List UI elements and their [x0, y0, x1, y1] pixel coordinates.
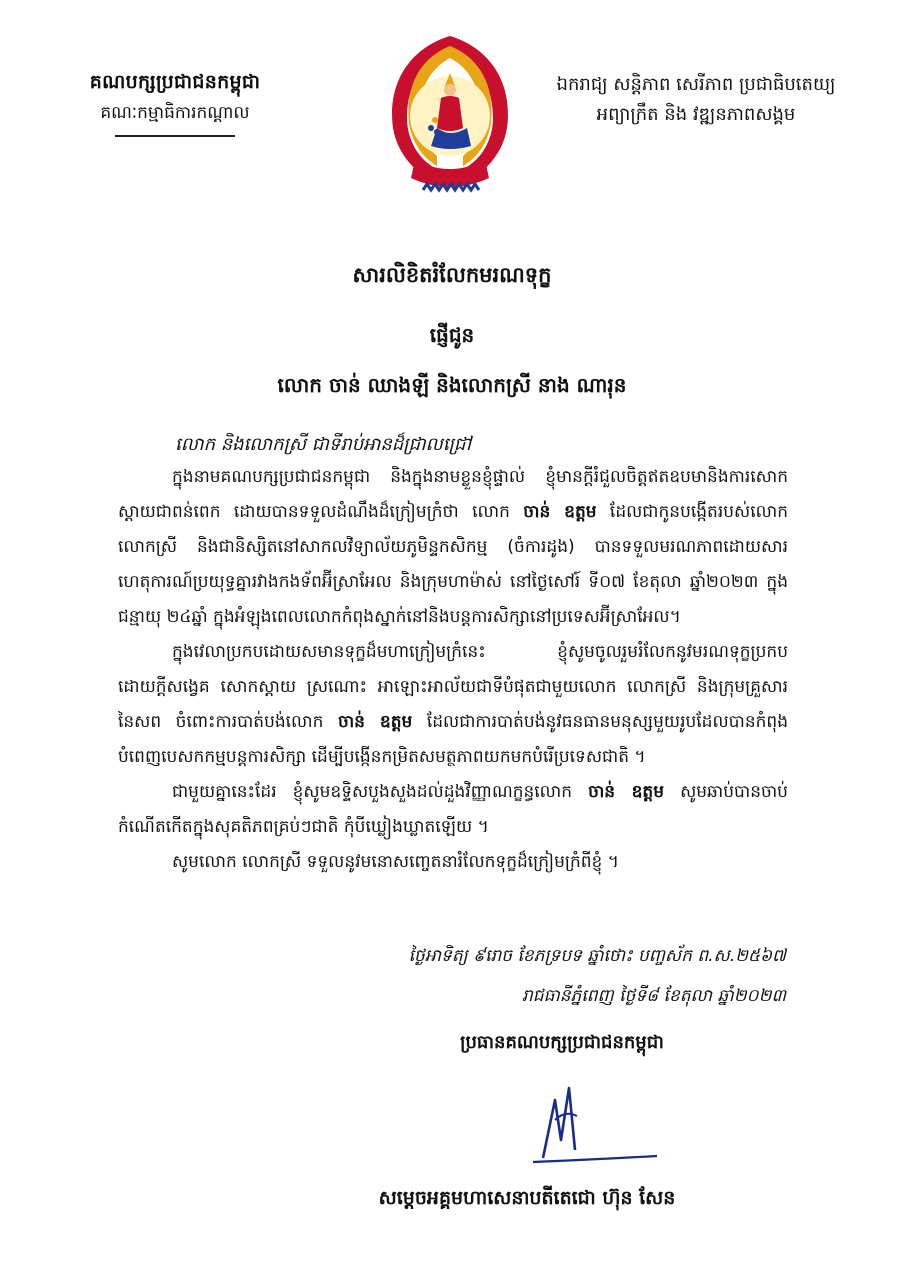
sent-to-label: ផ្ញើជូន: [429, 323, 475, 347]
paragraph-3-text-b: សូមឆាប់បានចាប់កំណើតកើតក្នុងសុគតិភពគ្រប់ៗជាតិ កុំបីឃ្លៀងឃ្លាតឡើយ ។: [118, 782, 788, 837]
party-name: គណបក្សប្រជាជនកម្ពុជា: [89, 71, 261, 93]
deceased-name: ចាន់ ឧត្តម: [337, 712, 413, 732]
paragraph-1: [118, 460, 788, 635]
paragraph-2-text-b: ដែលជាការបាត់បង់នូវធនធានមនុស្សមួយរូបដែលបានកំពុងបំពេញបេសកកម្មបន្តការសិក្សា ដើម្បីបង្កើនកម្រិតសមត្ថភាពយកមកបំរើប្រទេសជាតិ ។: [118, 712, 788, 767]
paragraph-2: [118, 635, 788, 775]
header-left: [60, 70, 290, 137]
paragraph-1-text-b: ដែលជាកូនបង្កើតរបស់លោក លោកស្រី និងជានិស្សិតនៅសាកលវិទ្យាល័យភូមិន្ទកសិកម្ម (ចំការដូង) បានទទួលមរណភាពដោយសារហេតុការណ៍ប្រយុទ្ធគ្នារវាងកងទ័ពអ៊ីស្រាអែល និងក្រុមហាម៉ាស់ នៅថ្ងៃសៅរ៍ ទី០៧ ខែតុលា ឆ្នាំ២០២៣ ក្នុងជន្មាយុ ២៤ឆ្នាំ ក្នុងអំឡុងពេលលោកកំពុងស្នាក់នៅនិងបន្តការសិក្សានៅប្រទេសអ៊ីស្រាអែល។: [118, 502, 788, 627]
signer-title: ប្រធានគណបក្សប្រជាជនកម្ពុជា: [460, 1032, 664, 1053]
signer-name: សម្តេចអគ្គមហាសេនាបតីតេជោ ហ៊ុន សែន: [378, 1187, 676, 1209]
motto-line-1: ឯករាជ្យ សន្តិភាព សេរីភាព ប្រជាធិបតេយ្យ: [556, 74, 836, 95]
recipients-line: លោក ចាន់ ឈាងឡី និងលោកស្រី នាង ណារុន: [277, 373, 627, 397]
letter-body: [118, 460, 788, 880]
handwritten-signature: [525, 1080, 665, 1170]
solar-date: រាជធានីភ្នំពេញ ថ្ងៃទី៨ ខែតុលា ឆ្នាំ២០២៣: [522, 986, 786, 1006]
motto-line-2: អព្យាក្រឹត និង វឌ្ឍនភាពសង្គម: [596, 104, 796, 125]
paragraph-2-text-a: ក្នុងវេលាប្រកបដោយសមានទុក្ខដ៏មហាក្រៀមក្រំនេះ ខ្ញុំសូមចូលរួមរំលែកនូវមរណទុក្ខប្រកបដោយក្តីសង្វេគ សោកស្តាយ ស្រណោះ អាឡោះអាល័យជាទីបំផុតជាមួយលោក លោកស្រី និងក្រុមគ្រួសារនៃសព ចំពោះការបាត់បង់លោក: [118, 642, 788, 732]
party-emblem: [375, 28, 525, 198]
paragraph-4: សូមលោក លោកស្រី ទទួលនូវមនោសញ្ចេតនារំលែកទុក្ខដ៏ក្រៀមក្រំពីខ្ញុំ ។: [172, 852, 619, 872]
committee-name: គណៈកម្មាធិការកណ្តាល: [100, 103, 250, 123]
header-divider: [115, 135, 235, 137]
lunar-date: ថ្ងៃអាទិត្យ ៩រោច ខែភទ្របទ ឆ្នាំថោះ បញ្ចស័ក ព.ស.២៥៦៧: [408, 946, 786, 966]
header-right: [546, 70, 846, 130]
paragraph-1-text-a: ក្នុងនាមគណបក្សប្រជាជនកម្ពុជា និងក្នុងនាមខ្លួនខ្ញុំផ្ទាល់ ខ្ញុំមានក្តីរំជួលចិត្តឥតឧបមានិងការសោកស្តាយជាពន់ពេក ដោយបានទទួលដំណឹងដ៏ក្រៀមក្រំថា លោក: [118, 467, 788, 522]
paragraph-3: [118, 775, 788, 845]
deceased-name: ចាន់ ឧត្តម: [523, 502, 597, 522]
letter-heading: សារលិខិតរំលែកមរណទុក្ខ: [352, 263, 552, 287]
salutation: លោក និងលោកស្រី ជាទីរាប់អានដ៏ជ្រាលជ្រៅ: [175, 434, 472, 455]
deceased-name: ចាន់ ឧត្តម: [588, 782, 665, 802]
paragraph-3-text-a: ជាមួយគ្នានេះដែរ ខ្ញុំសូមឧទ្ទិសបួងសួងដល់ដួងវិញ្ញាណក្ខន្ធលោក: [172, 782, 589, 802]
